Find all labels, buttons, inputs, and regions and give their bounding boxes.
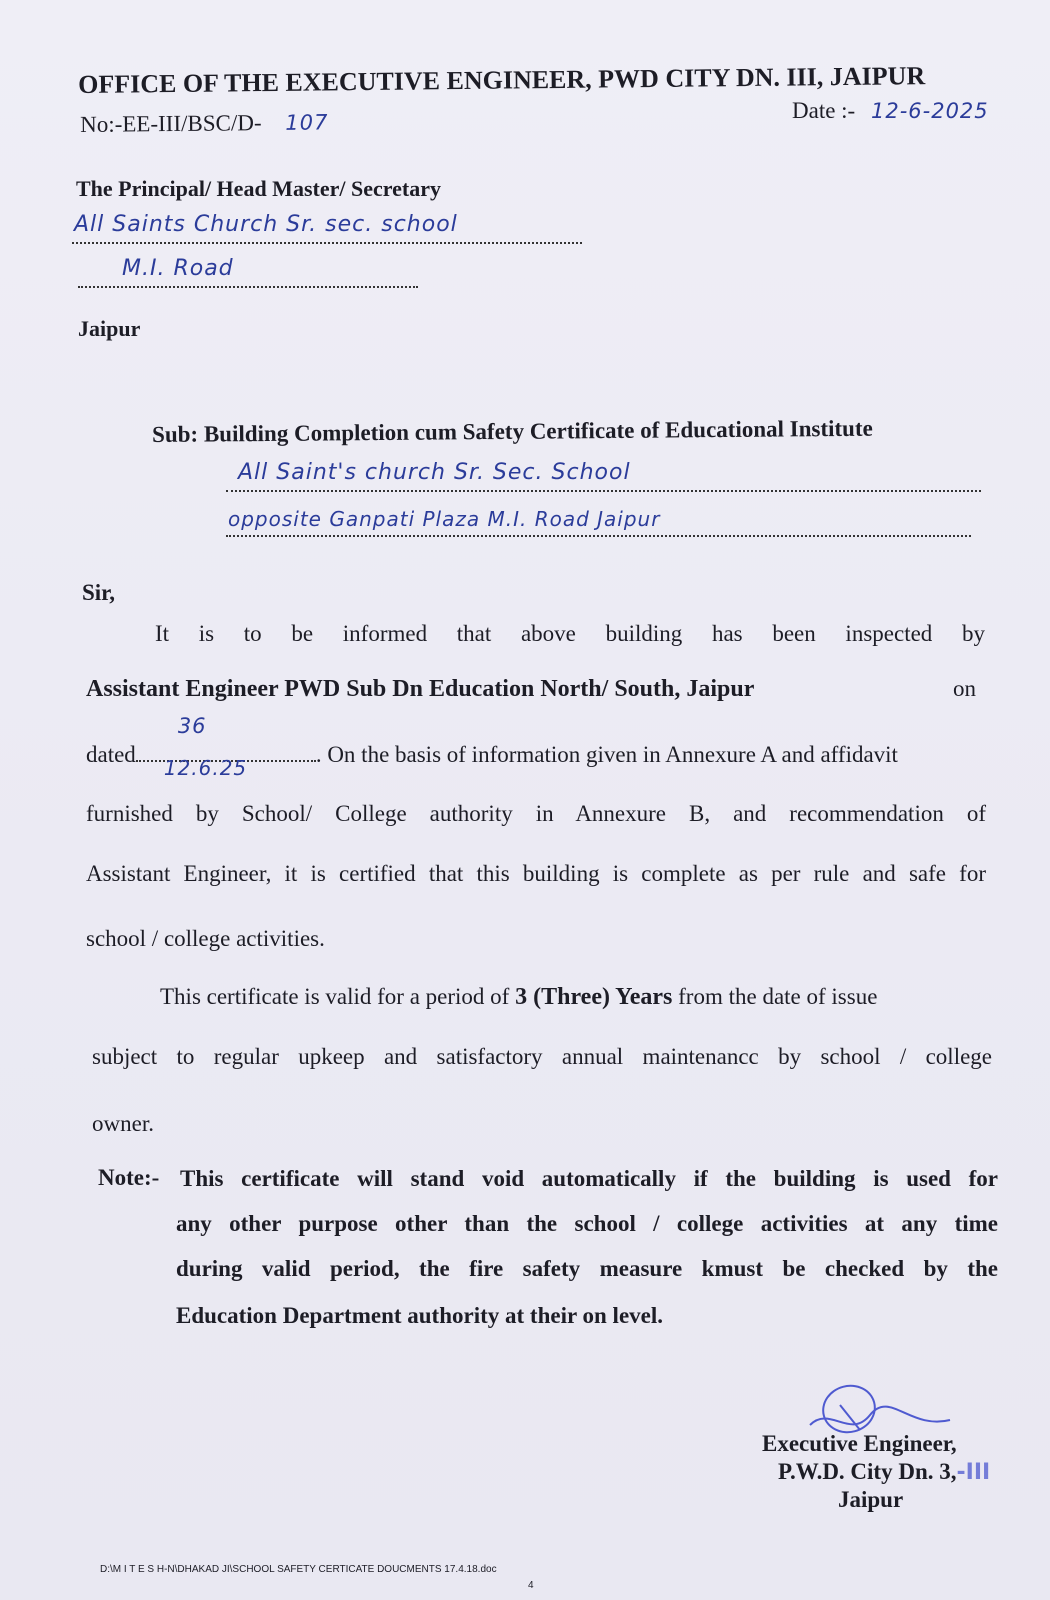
salutation: Sir, (82, 580, 116, 605)
subject-line (152, 416, 873, 448)
page-number: 4 (528, 1580, 534, 1591)
paragraph-1-on: on (953, 676, 976, 701)
date-label: Date :- (792, 98, 856, 123)
inspecting-authority: Assistant Engineer PWD Sub Dn Education North/ South, Jaipur (86, 676, 755, 702)
paragraph-1-line-3-rest: . On the basis of information given in Annexure A and affidavit (315, 742, 898, 767)
note-line-2: any other purpose other than the school / college activities at any time (176, 1211, 998, 1236)
addressee-name: All Saints Church Sr. sec. school (74, 212, 458, 237)
addressee-street-line (78, 256, 418, 288)
paragraph-2-line-3: owner. (92, 1111, 154, 1136)
subject-fill-1: All Saint's church Sr. Sec. School (238, 460, 631, 485)
signatory-city: Jaipur (838, 1487, 904, 1512)
reference-number: 107 (285, 110, 329, 135)
date-value: 12-6-2025 (870, 99, 989, 123)
dated-fill-date: 12.6.25 (163, 756, 248, 780)
office-title: OFFICE OF THE EXECUTIVE ENGINEER, PWD CITY DN. III, JAIPUR (78, 61, 926, 99)
signatory-office (778, 1458, 990, 1487)
validity-period: 3 (Three) Years (515, 984, 673, 1010)
signatory-designation: Executive Engineer, (762, 1431, 957, 1456)
dated-label: dated (86, 742, 136, 767)
subject-fill-2: opposite Ganpati Plaza M.I. Road Jaipur (228, 507, 661, 531)
reference-label: No:-EE-III/BSC/D- (80, 110, 262, 137)
subject-fill-line-1 (226, 460, 981, 492)
paragraph-1-line-3 (86, 714, 986, 780)
paragraph-2-line-2: subject to regular upkeep and satisfactory annual maintenancc by school / college (92, 1044, 992, 1069)
reference-number-row (80, 109, 329, 138)
note-line-1: This certificate will stand void automatically if the building is used for (180, 1166, 998, 1191)
addressee-title: The Principal/ Head Master/ Secretary (76, 176, 441, 201)
paragraph-1-line-5: Assistant Engineer, it is certified that this building is complete as per rule and safe for (86, 861, 986, 886)
signatory-office-text: P.W.D. City Dn. 3, (778, 1459, 957, 1484)
subject-text: Building Completion cum Safety Certificate of Educational Institute (203, 415, 873, 447)
subject-fill-line-2 (226, 505, 971, 537)
dated-fill-number: 36 (177, 714, 207, 738)
note-line-4: Education Department authority at their on level. (176, 1303, 664, 1328)
addressee-name-line (72, 212, 582, 244)
subject-label: Sub: (152, 421, 199, 447)
date-row (792, 98, 989, 124)
paragraph-1-line-4: furnished by School/ College authority in Annexure B, and recommendation of (86, 801, 986, 826)
paragraph-1-line-2 (86, 675, 986, 703)
paragraph-1-line-1: It is to be informed that above building has been inspected by (155, 621, 985, 646)
addressee-street: M.I. Road (122, 256, 234, 281)
note-label: Note:- (98, 1165, 160, 1190)
validity-text-b: from the date of issue (678, 984, 878, 1009)
dated-fill-line (136, 714, 316, 780)
footer-file-path: D:\M I T E S H-N\DHAKAD JI\SCHOOL SAFETY CERTICATE DOUCMENTS 17.4.18.doc (100, 1564, 497, 1575)
stamp-division: -III (956, 1460, 991, 1485)
note-line-3: during valid period, the fire safety measure kmust be checked by the (176, 1256, 998, 1281)
validity-text-a: This certificate is valid for a period of (160, 984, 510, 1009)
addressee-city: Jaipur (78, 316, 141, 341)
paragraph-1-line-6: school / college activities. (86, 926, 325, 951)
paragraph-2-line-1 (160, 983, 990, 1011)
